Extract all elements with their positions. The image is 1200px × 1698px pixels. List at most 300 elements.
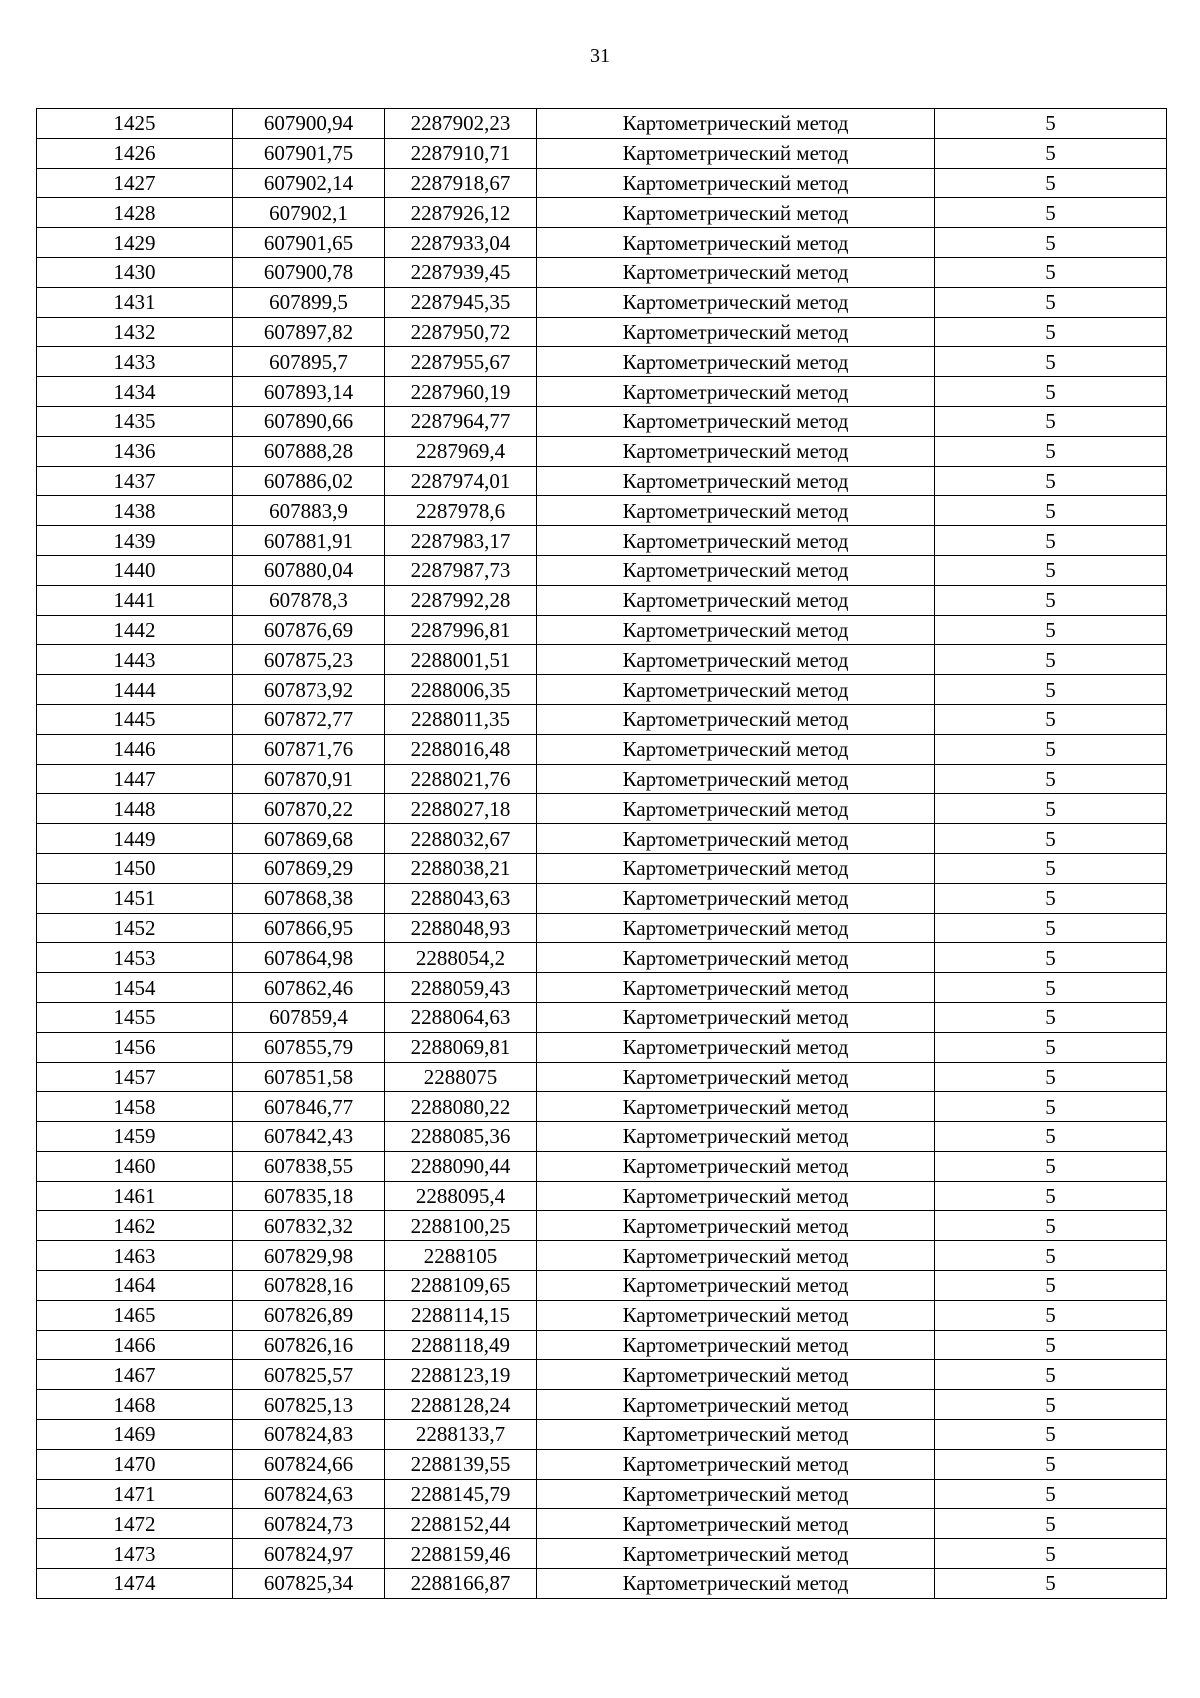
table-row: [37, 1569, 1167, 1599]
y-coordinate-cell: 2287960,19: [385, 377, 537, 407]
error-cell: 5: [935, 883, 1167, 913]
method-cell: Картометрический метод: [537, 645, 935, 675]
table-row: [37, 436, 1167, 466]
y-coordinate-cell: 2287926,12: [385, 198, 537, 228]
method-cell: Картометрический метод: [537, 1569, 935, 1599]
error-cell: 5: [935, 1569, 1167, 1599]
point-number-cell: 1430: [37, 257, 233, 287]
method-cell: Картометрический метод: [537, 1181, 935, 1211]
y-coordinate-cell: 2288080,22: [385, 1092, 537, 1122]
y-coordinate-cell: 2287983,17: [385, 526, 537, 556]
x-coordinate-cell: 607859,4: [233, 1002, 385, 1032]
method-cell: Картометрический метод: [537, 913, 935, 943]
point-number-cell: 1472: [37, 1509, 233, 1539]
table-row: [37, 1002, 1167, 1032]
y-coordinate-cell: 2288105: [385, 1241, 537, 1271]
error-cell: 5: [935, 317, 1167, 347]
table-row: [37, 1271, 1167, 1301]
x-coordinate-cell: 607864,98: [233, 943, 385, 973]
error-cell: 5: [935, 1181, 1167, 1211]
page-number: 31: [590, 45, 610, 67]
table-row: [37, 1151, 1167, 1181]
table-row: [37, 1241, 1167, 1271]
error-cell: 5: [935, 853, 1167, 883]
y-coordinate-cell: 2288075: [385, 1062, 537, 1092]
point-number-cell: 1451: [37, 883, 233, 913]
table-row: [37, 257, 1167, 287]
table-row: [37, 1062, 1167, 1092]
y-coordinate-cell: 2288069,81: [385, 1032, 537, 1062]
point-number-cell: 1448: [37, 794, 233, 824]
y-coordinate-cell: 2287992,28: [385, 585, 537, 615]
error-cell: 5: [935, 1360, 1167, 1390]
table-row: [37, 824, 1167, 854]
point-number-cell: 1466: [37, 1330, 233, 1360]
point-number-cell: 1431: [37, 287, 233, 317]
x-coordinate-cell: 607866,95: [233, 913, 385, 943]
method-cell: Картометрический метод: [537, 287, 935, 317]
y-coordinate-cell: 2288095,4: [385, 1181, 537, 1211]
table-row: [37, 615, 1167, 645]
error-cell: 5: [935, 734, 1167, 764]
error-cell: 5: [935, 675, 1167, 705]
y-coordinate-cell: 2288139,55: [385, 1449, 537, 1479]
point-number-cell: 1457: [37, 1062, 233, 1092]
point-number-cell: 1434: [37, 377, 233, 407]
table-row: [37, 377, 1167, 407]
method-cell: Картометрический метод: [537, 377, 935, 407]
error-cell: 5: [935, 138, 1167, 168]
table-row: [37, 913, 1167, 943]
x-coordinate-cell: 607878,3: [233, 585, 385, 615]
point-number-cell: 1440: [37, 555, 233, 585]
table-row: [37, 228, 1167, 258]
method-cell: Картометрический метод: [537, 585, 935, 615]
x-coordinate-cell: 607893,14: [233, 377, 385, 407]
y-coordinate-cell: 2287978,6: [385, 496, 537, 526]
error-cell: 5: [935, 794, 1167, 824]
error-cell: 5: [935, 109, 1167, 139]
error-cell: 5: [935, 1479, 1167, 1509]
method-cell: Картометрический метод: [537, 198, 935, 228]
error-cell: 5: [935, 1151, 1167, 1181]
point-number-cell: 1463: [37, 1241, 233, 1271]
x-coordinate-cell: 607842,43: [233, 1122, 385, 1152]
error-cell: 5: [935, 1539, 1167, 1569]
x-coordinate-cell: 607824,66: [233, 1449, 385, 1479]
y-coordinate-cell: 2287902,23: [385, 109, 537, 139]
point-number-cell: 1439: [37, 526, 233, 556]
method-cell: Картометрический метод: [537, 1479, 935, 1509]
error-cell: 5: [935, 1449, 1167, 1479]
method-cell: Картометрический метод: [537, 794, 935, 824]
coordinates-table-body: [37, 109, 1167, 1599]
point-number-cell: 1459: [37, 1122, 233, 1152]
x-coordinate-cell: 607870,91: [233, 764, 385, 794]
y-coordinate-cell: 2288159,46: [385, 1539, 537, 1569]
y-coordinate-cell: 2288100,25: [385, 1211, 537, 1241]
x-coordinate-cell: 607873,92: [233, 675, 385, 705]
table-row: [37, 794, 1167, 824]
error-cell: 5: [935, 526, 1167, 556]
y-coordinate-cell: 2287996,81: [385, 615, 537, 645]
point-number-cell: 1462: [37, 1211, 233, 1241]
error-cell: 5: [935, 1330, 1167, 1360]
point-number-cell: 1449: [37, 824, 233, 854]
table-row: [37, 764, 1167, 794]
y-coordinate-cell: 2288123,19: [385, 1360, 537, 1390]
x-coordinate-cell: 607825,13: [233, 1390, 385, 1420]
method-cell: Картометрический метод: [537, 1032, 935, 1062]
method-cell: Картометрический метод: [537, 704, 935, 734]
x-coordinate-cell: 607881,91: [233, 526, 385, 556]
x-coordinate-cell: 607862,46: [233, 973, 385, 1003]
point-number-cell: 1458: [37, 1092, 233, 1122]
point-number-cell: 1428: [37, 198, 233, 228]
method-cell: Картометрический метод: [537, 1092, 935, 1122]
table-row: [37, 585, 1167, 615]
method-cell: Картометрический метод: [537, 883, 935, 913]
error-cell: 5: [935, 824, 1167, 854]
table-row: [37, 883, 1167, 913]
point-number-cell: 1433: [37, 347, 233, 377]
error-cell: 5: [935, 704, 1167, 734]
x-coordinate-cell: 607901,75: [233, 138, 385, 168]
method-cell: Картометрический метод: [537, 734, 935, 764]
method-cell: Картометрический метод: [537, 943, 935, 973]
method-cell: Картометрический метод: [537, 526, 935, 556]
x-coordinate-cell: 607826,89: [233, 1300, 385, 1330]
method-cell: Картометрический метод: [537, 1241, 935, 1271]
method-cell: Картометрический метод: [537, 1539, 935, 1569]
method-cell: Картометрический метод: [537, 1509, 935, 1539]
y-coordinate-cell: 2287939,45: [385, 257, 537, 287]
y-coordinate-cell: 2288021,76: [385, 764, 537, 794]
table-row: [37, 734, 1167, 764]
error-cell: 5: [935, 406, 1167, 436]
point-number-cell: 1438: [37, 496, 233, 526]
table-row: [37, 1420, 1167, 1450]
x-coordinate-cell: 607888,28: [233, 436, 385, 466]
y-coordinate-cell: 2288166,87: [385, 1569, 537, 1599]
y-coordinate-cell: 2288016,48: [385, 734, 537, 764]
y-coordinate-cell: 2288011,35: [385, 704, 537, 734]
method-cell: Картометрический метод: [537, 1002, 935, 1032]
x-coordinate-cell: 607835,18: [233, 1181, 385, 1211]
table-row: [37, 1390, 1167, 1420]
x-coordinate-cell: 607880,04: [233, 555, 385, 585]
method-cell: Картометрический метод: [537, 436, 935, 466]
error-cell: 5: [935, 1420, 1167, 1450]
error-cell: 5: [935, 1211, 1167, 1241]
method-cell: Картометрический метод: [537, 1271, 935, 1301]
error-cell: 5: [935, 1092, 1167, 1122]
error-cell: 5: [935, 198, 1167, 228]
x-coordinate-cell: 607869,29: [233, 853, 385, 883]
x-coordinate-cell: 607824,63: [233, 1479, 385, 1509]
coordinates-table: [36, 108, 1167, 1599]
x-coordinate-cell: 607875,23: [233, 645, 385, 675]
table-row: [37, 1092, 1167, 1122]
method-cell: Картометрический метод: [537, 555, 935, 585]
error-cell: 5: [935, 466, 1167, 496]
point-number-cell: 1454: [37, 973, 233, 1003]
y-coordinate-cell: 2288006,35: [385, 675, 537, 705]
error-cell: 5: [935, 257, 1167, 287]
error-cell: 5: [935, 1002, 1167, 1032]
point-number-cell: 1442: [37, 615, 233, 645]
point-number-cell: 1460: [37, 1151, 233, 1181]
method-cell: Картометрический метод: [537, 1390, 935, 1420]
x-coordinate-cell: 607890,66: [233, 406, 385, 436]
y-coordinate-cell: 2288085,36: [385, 1122, 537, 1152]
method-cell: Картометрический метод: [537, 228, 935, 258]
error-cell: 5: [935, 764, 1167, 794]
point-number-cell: 1464: [37, 1271, 233, 1301]
method-cell: Картометрический метод: [537, 1449, 935, 1479]
error-cell: 5: [935, 645, 1167, 675]
x-coordinate-cell: 607876,69: [233, 615, 385, 645]
method-cell: Картометрический метод: [537, 764, 935, 794]
method-cell: Картометрический метод: [537, 973, 935, 1003]
point-number-cell: 1465: [37, 1300, 233, 1330]
y-coordinate-cell: 2288027,18: [385, 794, 537, 824]
point-number-cell: 1474: [37, 1569, 233, 1599]
table-row: [37, 704, 1167, 734]
table-row: [37, 1122, 1167, 1152]
y-coordinate-cell: 2287964,77: [385, 406, 537, 436]
x-coordinate-cell: 607902,14: [233, 168, 385, 198]
y-coordinate-cell: 2288043,63: [385, 883, 537, 913]
y-coordinate-cell: 2288090,44: [385, 1151, 537, 1181]
method-cell: Картометрический метод: [537, 675, 935, 705]
x-coordinate-cell: 607899,5: [233, 287, 385, 317]
y-coordinate-cell: 2288152,44: [385, 1509, 537, 1539]
point-number-cell: 1452: [37, 913, 233, 943]
table-row: [37, 1509, 1167, 1539]
y-coordinate-cell: 2288109,65: [385, 1271, 537, 1301]
x-coordinate-cell: 607902,1: [233, 198, 385, 228]
error-cell: 5: [935, 1509, 1167, 1539]
point-number-cell: 1467: [37, 1360, 233, 1390]
y-coordinate-cell: 2288133,7: [385, 1420, 537, 1450]
method-cell: Картометрический метод: [537, 1360, 935, 1390]
error-cell: 5: [935, 377, 1167, 407]
error-cell: 5: [935, 1122, 1167, 1152]
point-number-cell: 1436: [37, 436, 233, 466]
point-number-cell: 1456: [37, 1032, 233, 1062]
point-number-cell: 1473: [37, 1539, 233, 1569]
error-cell: 5: [935, 496, 1167, 526]
x-coordinate-cell: 607825,34: [233, 1569, 385, 1599]
point-number-cell: 1450: [37, 853, 233, 883]
error-cell: 5: [935, 228, 1167, 258]
point-number-cell: 1447: [37, 764, 233, 794]
x-coordinate-cell: 607855,79: [233, 1032, 385, 1062]
error-cell: 5: [935, 615, 1167, 645]
x-coordinate-cell: 607824,83: [233, 1420, 385, 1450]
method-cell: Картометрический метод: [537, 1211, 935, 1241]
y-coordinate-cell: 2288054,2: [385, 943, 537, 973]
method-cell: Картометрический метод: [537, 496, 935, 526]
table-row: [37, 1479, 1167, 1509]
method-cell: Картометрический метод: [537, 824, 935, 854]
table-row: [37, 1032, 1167, 1062]
x-coordinate-cell: 607900,78: [233, 257, 385, 287]
table-row: [37, 555, 1167, 585]
error-cell: 5: [935, 943, 1167, 973]
method-cell: Картометрический метод: [537, 317, 935, 347]
method-cell: Картометрический метод: [537, 138, 935, 168]
y-coordinate-cell: 2287955,67: [385, 347, 537, 377]
x-coordinate-cell: 607851,58: [233, 1062, 385, 1092]
x-coordinate-cell: 607897,82: [233, 317, 385, 347]
table-row: [37, 526, 1167, 556]
point-number-cell: 1470: [37, 1449, 233, 1479]
y-coordinate-cell: 2288145,79: [385, 1479, 537, 1509]
x-coordinate-cell: 607871,76: [233, 734, 385, 764]
error-cell: 5: [935, 287, 1167, 317]
point-number-cell: 1453: [37, 943, 233, 973]
point-number-cell: 1441: [37, 585, 233, 615]
table-row: [37, 1211, 1167, 1241]
table-row: [37, 496, 1167, 526]
table-row: [37, 645, 1167, 675]
point-number-cell: 1426: [37, 138, 233, 168]
x-coordinate-cell: 607901,65: [233, 228, 385, 258]
table-row: [37, 1539, 1167, 1569]
x-coordinate-cell: 607826,16: [233, 1330, 385, 1360]
table-row: [37, 1181, 1167, 1211]
x-coordinate-cell: 607846,77: [233, 1092, 385, 1122]
point-number-cell: 1469: [37, 1420, 233, 1450]
table-row: [37, 198, 1167, 228]
method-cell: Картометрический метод: [537, 406, 935, 436]
table-row: [37, 109, 1167, 139]
table-row: [37, 1330, 1167, 1360]
y-coordinate-cell: 2288038,21: [385, 853, 537, 883]
method-cell: Картометрический метод: [537, 1330, 935, 1360]
error-cell: 5: [935, 1271, 1167, 1301]
error-cell: 5: [935, 555, 1167, 585]
point-number-cell: 1455: [37, 1002, 233, 1032]
y-coordinate-cell: 2287987,73: [385, 555, 537, 585]
error-cell: 5: [935, 1300, 1167, 1330]
method-cell: Картометрический метод: [537, 347, 935, 377]
error-cell: 5: [935, 436, 1167, 466]
method-cell: Картометрический метод: [537, 1300, 935, 1330]
error-cell: 5: [935, 973, 1167, 1003]
point-number-cell: 1446: [37, 734, 233, 764]
y-coordinate-cell: 2288114,15: [385, 1300, 537, 1330]
error-cell: 5: [935, 585, 1167, 615]
point-number-cell: 1461: [37, 1181, 233, 1211]
method-cell: Картометрический метод: [537, 168, 935, 198]
point-number-cell: 1425: [37, 109, 233, 139]
x-coordinate-cell: 607900,94: [233, 109, 385, 139]
y-coordinate-cell: 2288059,43: [385, 973, 537, 1003]
x-coordinate-cell: 607828,16: [233, 1271, 385, 1301]
y-coordinate-cell: 2287950,72: [385, 317, 537, 347]
error-cell: 5: [935, 1032, 1167, 1062]
error-cell: 5: [935, 168, 1167, 198]
point-number-cell: 1444: [37, 675, 233, 705]
method-cell: Картометрический метод: [537, 109, 935, 139]
error-cell: 5: [935, 1062, 1167, 1092]
error-cell: 5: [935, 913, 1167, 943]
point-number-cell: 1432: [37, 317, 233, 347]
y-coordinate-cell: 2288048,93: [385, 913, 537, 943]
table-row: [37, 317, 1167, 347]
x-coordinate-cell: 607832,32: [233, 1211, 385, 1241]
table-row: [37, 138, 1167, 168]
table-row: [37, 466, 1167, 496]
method-cell: Картометрический метод: [537, 1151, 935, 1181]
x-coordinate-cell: 607829,98: [233, 1241, 385, 1271]
point-number-cell: 1429: [37, 228, 233, 258]
x-coordinate-cell: 607872,77: [233, 704, 385, 734]
y-coordinate-cell: 2288032,67: [385, 824, 537, 854]
point-number-cell: 1468: [37, 1390, 233, 1420]
y-coordinate-cell: 2287918,67: [385, 168, 537, 198]
table-row: [37, 168, 1167, 198]
table-row: [37, 287, 1167, 317]
x-coordinate-cell: 607883,9: [233, 496, 385, 526]
point-number-cell: 1427: [37, 168, 233, 198]
point-number-cell: 1445: [37, 704, 233, 734]
point-number-cell: 1443: [37, 645, 233, 675]
x-coordinate-cell: 607869,68: [233, 824, 385, 854]
error-cell: 5: [935, 347, 1167, 377]
y-coordinate-cell: 2287945,35: [385, 287, 537, 317]
y-coordinate-cell: 2288128,24: [385, 1390, 537, 1420]
method-cell: Картометрический метод: [537, 1420, 935, 1450]
y-coordinate-cell: 2288064,63: [385, 1002, 537, 1032]
table-row: [37, 1300, 1167, 1330]
table-row: [37, 347, 1167, 377]
y-coordinate-cell: 2287974,01: [385, 466, 537, 496]
point-number-cell: 1437: [37, 466, 233, 496]
x-coordinate-cell: 607824,97: [233, 1539, 385, 1569]
error-cell: 5: [935, 1390, 1167, 1420]
table-row: [37, 1449, 1167, 1479]
method-cell: Картометрический метод: [537, 257, 935, 287]
table-row: [37, 675, 1167, 705]
x-coordinate-cell: 607870,22: [233, 794, 385, 824]
table-row: [37, 406, 1167, 436]
table-row: [37, 973, 1167, 1003]
method-cell: Картометрический метод: [537, 1122, 935, 1152]
point-number-cell: 1435: [37, 406, 233, 436]
x-coordinate-cell: 607895,7: [233, 347, 385, 377]
x-coordinate-cell: 607825,57: [233, 1360, 385, 1390]
x-coordinate-cell: 607868,38: [233, 883, 385, 913]
y-coordinate-cell: 2288001,51: [385, 645, 537, 675]
method-cell: Картометрический метод: [537, 615, 935, 645]
x-coordinate-cell: 607886,02: [233, 466, 385, 496]
y-coordinate-cell: 2287910,71: [385, 138, 537, 168]
y-coordinate-cell: 2288118,49: [385, 1330, 537, 1360]
method-cell: Картометрический метод: [537, 853, 935, 883]
point-number-cell: 1471: [37, 1479, 233, 1509]
y-coordinate-cell: 2287933,04: [385, 228, 537, 258]
error-cell: 5: [935, 1241, 1167, 1271]
method-cell: Картометрический метод: [537, 466, 935, 496]
x-coordinate-cell: 607824,73: [233, 1509, 385, 1539]
table-row: [37, 853, 1167, 883]
x-coordinate-cell: 607838,55: [233, 1151, 385, 1181]
y-coordinate-cell: 2287969,4: [385, 436, 537, 466]
